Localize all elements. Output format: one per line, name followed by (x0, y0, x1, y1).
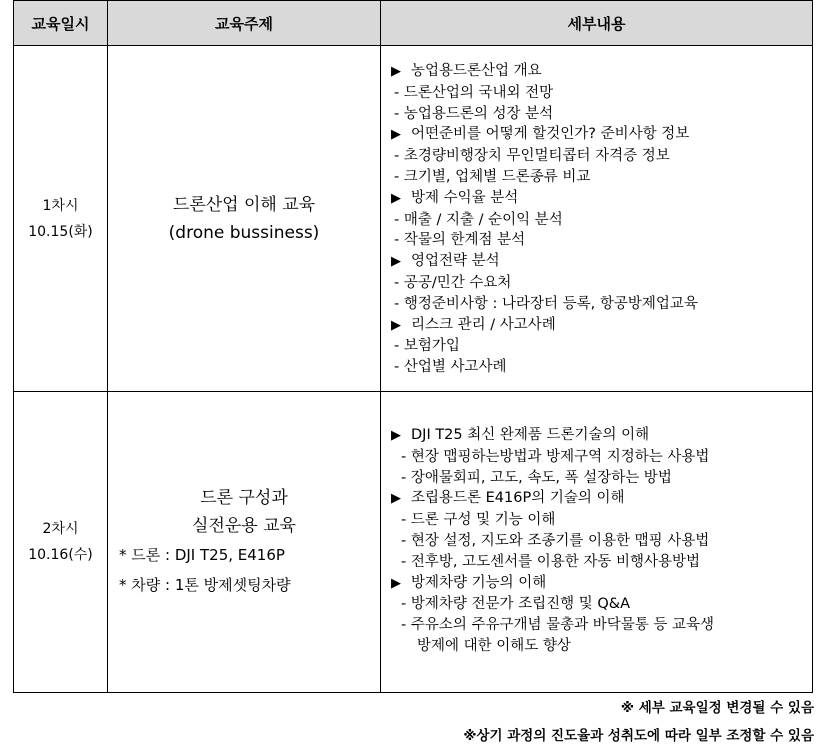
triangle-bullet-icon: ▶ (391, 575, 401, 591)
detail-heading (391, 425, 806, 447)
table-row (14, 46, 813, 392)
detail-item (391, 615, 806, 636)
detail-cell (381, 392, 813, 693)
detail-item (391, 357, 806, 378)
topic-line: 실전운용 교육 (192, 516, 296, 536)
detail-text: - 주유소의 주유구개념 물총과 바닥물통 등 교육생 (401, 617, 715, 634)
detail-item (391, 273, 806, 294)
triangle-bullet-icon: ▶ (391, 317, 401, 333)
detail-text: 방제 수익율 분석 (411, 189, 519, 206)
detail-text: - 산업별 사고사례 (394, 359, 507, 376)
session-date: 10.15(화) (28, 223, 93, 240)
detail-text: 리스크 관리 / 사고사례 (411, 316, 556, 333)
detail-item (391, 531, 806, 552)
detail-text: - 장애물회피, 고도, 속도, 폭 설장하는 방법 (401, 469, 672, 486)
detail-text: DJI T25 최신 완제품 드론기술의 이해 (411, 427, 650, 443)
detail-text: - 농업용드론의 성장 분석 (394, 105, 554, 122)
triangle-bullet-icon: ▶ (391, 428, 401, 443)
topic-note: * 드론 : DJI T25, E416P (119, 546, 285, 564)
detail-item (391, 336, 806, 357)
triangle-bullet-icon: ▶ (391, 254, 401, 270)
detail-item (391, 167, 806, 188)
detail-heading (391, 251, 806, 273)
detail-text: - 작물의 한계점 분석 (394, 232, 526, 249)
footnote: ※ 세부 교육일정 변경될 수 있음 (620, 700, 814, 716)
detail-text: 어떤준비를 어떻게 할것인가? 준비사항 정보 (411, 126, 690, 143)
detail-heading (391, 124, 806, 146)
detail-list (391, 46, 806, 378)
triangle-bullet-icon: ▶ (391, 491, 401, 507)
detail-text: - 전후방, 고도센서를 이용한 자동 비행사용방법 (401, 553, 701, 570)
detail-text: - 드론산업의 국내외 전망 (394, 84, 554, 101)
detail-item (391, 510, 806, 531)
detail-heading (391, 573, 806, 595)
detail-item (391, 104, 806, 125)
detail-item (391, 552, 806, 573)
detail-text: - 초경량비행장치 무인멀티콥터 자격증 정보 (394, 148, 670, 165)
table-row (14, 392, 813, 693)
topic-line: 드론 구성과 (200, 488, 288, 508)
footnote: ※상기 과정의 진도율과 성취도에 따라 일부 조정할 수 있음 (463, 728, 814, 744)
detail-text: - 공공/민간 수요처 (394, 274, 512, 291)
schedule-table (13, 0, 813, 693)
header-detail: 세부내용 (381, 1, 813, 46)
session-date: 10.16(수) (28, 547, 93, 563)
detail-text: 영업전략 분석 (411, 253, 500, 270)
detail-text: - 매출 / 지출 / 순이익 분석 (394, 211, 563, 228)
detail-text: 조립용드론 E416P의 기술의 이해 (411, 490, 625, 507)
detail-text: - 행정준비사항 : 나라장터 등록, 항공방제업교육 (394, 295, 698, 312)
triangle-bullet-icon: ▶ (391, 64, 401, 79)
topic-note: * 차량 : 1톤 방제셋팅차량 (119, 576, 291, 594)
header-date: 교육일시 (14, 1, 108, 46)
detail-item (391, 594, 806, 615)
detail-heading (391, 315, 806, 337)
header-row (14, 1, 813, 46)
detail-item (391, 83, 806, 104)
detail-text: - 방제차량 전문가 조립진행 및 Q&A (401, 596, 630, 613)
topic-line: (drone bussiness) (168, 222, 320, 243)
detail-text: - 현장 맵핑하는방법과 방제구역 지정하는 사용법 (401, 448, 710, 465)
detail-heading (391, 188, 806, 210)
detail-text: - 현장 설정, 지도와 조종기를 이용한 맵핑 사용법 (401, 532, 710, 549)
detail-item (391, 636, 806, 657)
detail-text: - 드론 구성 및 기능 이해 (401, 512, 556, 529)
detail-cell (381, 46, 813, 392)
date-cell (14, 392, 108, 693)
detail-heading (391, 488, 806, 510)
footnotes (463, 694, 814, 750)
detail-text: - 보험가입 (394, 338, 460, 355)
detail-item (391, 447, 806, 468)
detail-heading (391, 61, 806, 83)
triangle-bullet-icon: ▶ (391, 127, 401, 143)
session-label: 2차시 (42, 521, 79, 537)
header-topic: 교육주제 (108, 1, 381, 46)
detail-list (391, 392, 806, 657)
triangle-bullet-icon: ▶ (391, 190, 401, 206)
detail-text: - 크기별, 업체별 드론종류 비교 (394, 168, 591, 185)
detail-item (391, 294, 806, 315)
detail-item (391, 210, 806, 231)
detail-item (391, 230, 806, 251)
detail-text: 방제에 대한 이해도 향상 (417, 637, 571, 654)
topic-line: 드론산업 이해 교육 (172, 194, 316, 215)
detail-item (391, 146, 806, 167)
session-label: 1차시 (42, 197, 79, 214)
topic-cell (108, 46, 381, 392)
detail-text: 방제차량 기능의 이해 (411, 574, 547, 591)
date-cell (14, 46, 108, 392)
detail-text: 농업용드론산업 개요 (411, 63, 542, 79)
topic-cell (108, 392, 381, 693)
detail-item (391, 468, 806, 489)
